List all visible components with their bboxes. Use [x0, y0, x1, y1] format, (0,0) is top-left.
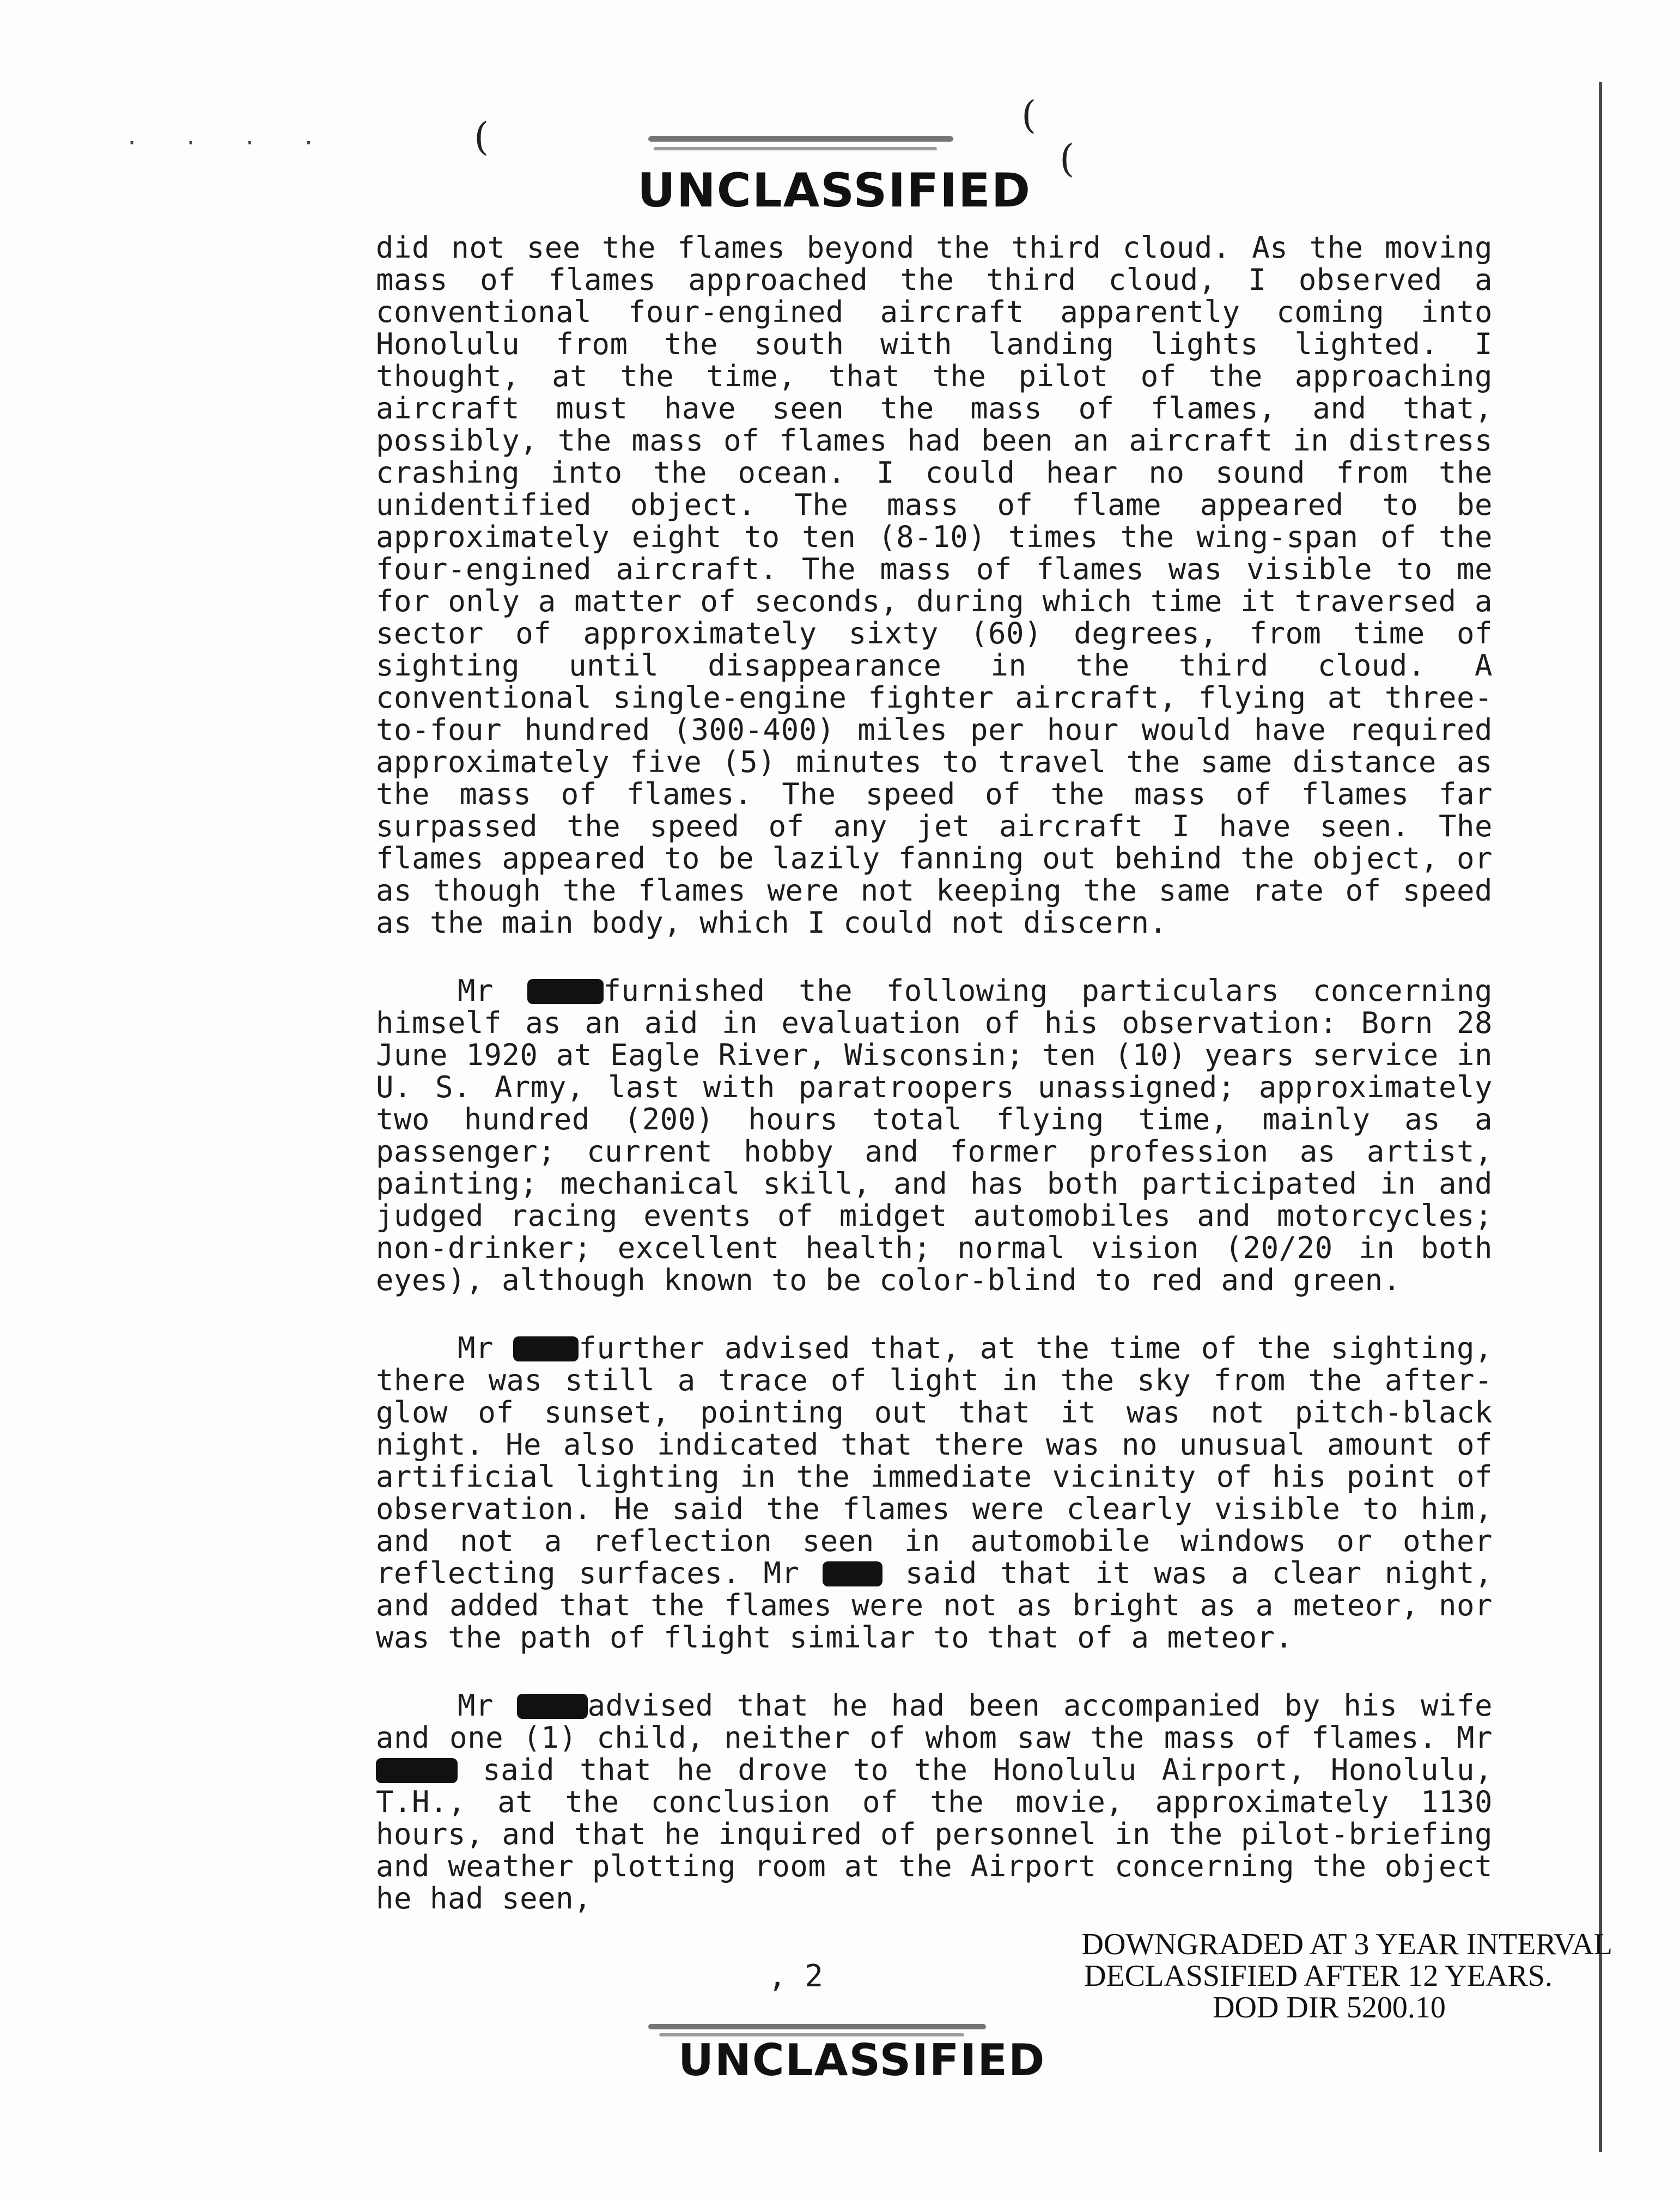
title-prefix: Mr: [458, 1331, 494, 1365]
page-number: , 2: [768, 1959, 824, 1994]
title-prefix: Mr: [458, 974, 494, 1008]
page-edge-rule: [1599, 82, 1602, 2152]
redaction-mark: [517, 1694, 588, 1719]
scan-marks: · · · ·: [125, 131, 332, 156]
paragraph-text: said that it was a clear night, and added that the flames were not as bright as a meteor, nor was the path of flight similar to that of a meteor.: [376, 1556, 1493, 1655]
redaction-mark: [376, 1758, 458, 1783]
paragraph-sighting-description: did not see the flames beyond the third cloud. As the moving mass of flames approached the third cloud, I observed a conventional four-engined aircraft apparently coming into Honolulu from the south with landing lights lighted. I thought, at the time, that the pilot of the approaching aircraft must have seen the mass of flames, and that, possibly, the mass of flames had been an aircraft in distress crashing into the ocean. I could hear no sound from the unidentified object. The mass of flame appeared to be approximately eight to ten (8-10) times the wing-span of the four-engined aircraft. The mass of flames was visible to me for only a matter of seconds, during which time it traversed a sector of approximately sixty (60) degrees, from time of sighting until disappearance in the third cloud. A conventional single-engine fighter aircraft, flying at three-to-four hundred (300-400) miles per hour would have required approximately five (5) minutes to travel the same distance as the mass of flames. The speed of the mass of flames far surpassed the speed of any jet aircraft I have seen. The flames appeared to be lazily fanning out behind the object, or as though the flames were not keeping the same rate of speed as the main body, which I could not discern.: [376, 230, 1493, 940]
paragraph-companions-airport: [376, 1689, 1493, 1914]
downgrade-line: DECLASSIFIED AFTER 12 YEARS.: [1084, 1959, 1553, 1993]
paragraph-text: said that he drove to the Honolulu Airport, Honolulu, T.H., at the conclusion of the movie, approximately 1130 hours, and that he inquired of personnel in the pilot-briefing and weather plotting room at the Airport concerning the object he had seen,: [376, 1753, 1493, 1916]
redaction-mark: [823, 1561, 882, 1586]
paragraph-text: furnished the following particulars concerning himself as an aid in evaluation of his observation: Born 28 June 1920 at Eagle River, Wisconsin; ten (10) years service in U. S. Army, last with paratroopers unassigned; approximately two hundred (200) hours total flying time, mainly as a passenger; current hobby and former profession as artist, painting; mechanical skill, and has both participated in and judged racing events of midget automobiles and motorcycles; non-drinker; excellent health; normal vision (20/20 in both eyes), although known to be color-blind to red and green.: [376, 974, 1493, 1297]
title-prefix: Mr: [458, 1688, 494, 1723]
downgrade-stamp: [1019, 1929, 1618, 2023]
scan-artifact-paren: (: [1060, 136, 1075, 181]
downgrade-line: DOWNGRADED AT 3 YEAR INTERVAL: [1081, 1928, 1612, 1961]
struck-stamp-line: [648, 136, 953, 142]
paragraph-witness-background: [376, 975, 1493, 1296]
downgrade-line: DOD DIR 5200.10: [1213, 1991, 1446, 2024]
classification-stamp-bottom: UNCLASSIFIED: [678, 2035, 1046, 2086]
paragraph-sighting-conditions: [376, 1332, 1493, 1653]
redaction-mark: [527, 979, 604, 1004]
memo-body: [376, 232, 1493, 1950]
struck-stamp-line: [654, 147, 937, 150]
paragraph-text: advised that he had been accompanied by his wife and one (1) child, neither of whom saw the mass of flames. Mr: [376, 1688, 1493, 1755]
scan-artifact-paren: (: [1021, 93, 1037, 137]
classification-stamp-top: UNCLASSIFIED: [637, 163, 1032, 218]
redaction-mark: [513, 1336, 579, 1361]
paragraph-text: further advised that, at the time of the sighting, there was still a trace of light in the sky from the after-glow of sunset, pointing out that it was not pitch-black night. He also indicated that there was no unusual amount of artificial lighting in the immediate vicinity of his point of observation. He said the flames were clearly visible to him, and not a reflection seen in automobile windows or other reflecting surfaces. Mr: [376, 1331, 1493, 1590]
struck-stamp-line: [648, 2024, 986, 2029]
scan-artifact-paren: (: [474, 114, 489, 159]
